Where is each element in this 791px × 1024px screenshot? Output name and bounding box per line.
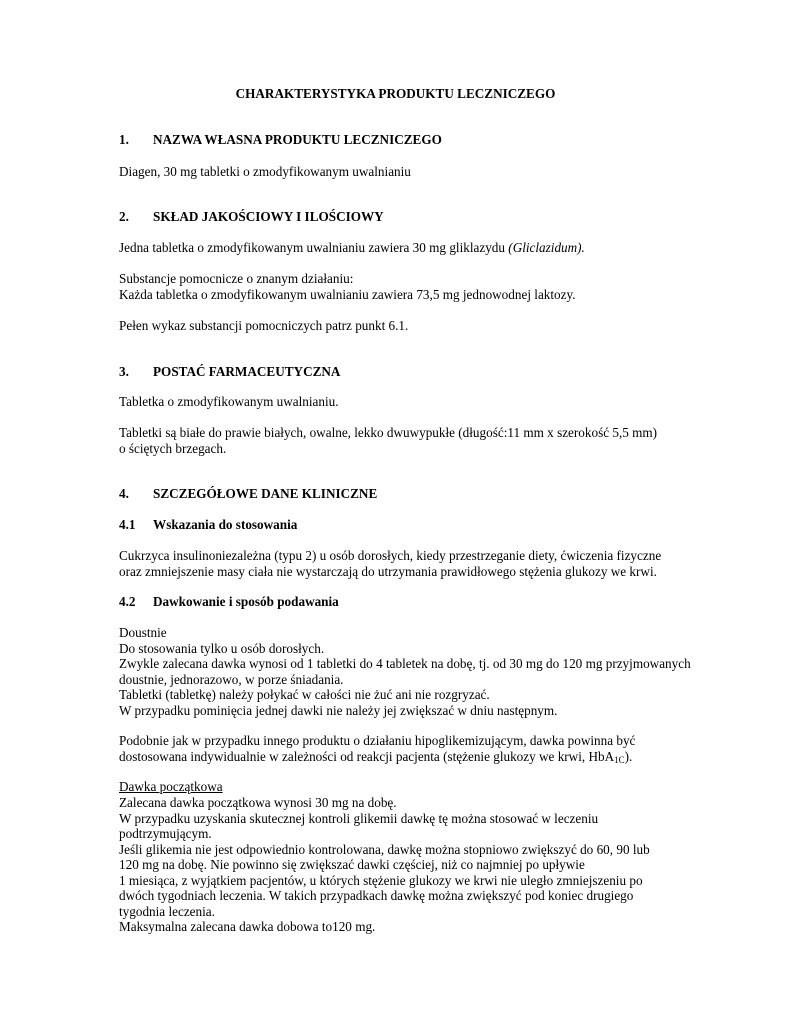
section-1-heading: NAZWA WŁASNA PRODUKTU LECZNICZEGO bbox=[153, 132, 442, 147]
individual-dosing-line-1: Podobnie jak w przypadku innego produktu o działaniu hipoglikemizującym, dawka powinna być bbox=[119, 733, 636, 748]
tablet-description-line-1: Tabletki są białe do prawie białych, owalne, lekko dwuwypukłe (długość:11 mm x szerokość 5,5 mm) bbox=[119, 425, 658, 440]
individual-dosing-line-2 bbox=[119, 749, 632, 765]
initial-dose-line: podtrzymującym. bbox=[119, 826, 212, 841]
section-4-number: 4. bbox=[119, 486, 129, 501]
initial-dose-line: tygodnia leczenia. bbox=[119, 904, 215, 919]
section-4-2-heading: Dawkowanie i sposób podawania bbox=[153, 594, 339, 609]
section-2-heading: SKŁAD JAKOŚCIOWY I ILOŚCIOWY bbox=[153, 209, 384, 224]
initial-dose-line: 120 mg na dobę. Nie powinno się zwiększać dawki częściej, niż co najmniej po upływie bbox=[119, 857, 585, 872]
section-4-1-number: 4.1 bbox=[119, 517, 136, 532]
document-title: CHARAKTERYSTYKA PRODUKTU LECZNICZEGO bbox=[235, 86, 556, 101]
dosage-form: Tabletka o zmodyfikowanym uwalnianiu. bbox=[119, 394, 339, 409]
excipients-heading: Substancje pomocnicze o znanym działaniu: bbox=[119, 271, 354, 286]
initial-dose-line: W przypadku uzyskania skutecznej kontroli glikemii dawkę tę można stosować w leczeniu bbox=[119, 811, 599, 826]
excipients-text: Każda tabletka o zmodyfikowanym uwalnianiu zawiera 73,5 mg jednowodnej laktozy. bbox=[119, 287, 576, 302]
initial-dose-line: 1 miesiąca, z wyjątkiem pacjentów, u których stężenie glukozy we krwi nie uległo zmniejszeniu po bbox=[119, 873, 643, 888]
dosage-line: Tabletki (tabletkę) należy połykać w całości nie żuć ani nie rozgryzać. bbox=[119, 687, 490, 702]
section-1-number: 1. bbox=[119, 132, 129, 147]
section-2-number: 2. bbox=[119, 209, 129, 224]
composition-main: Jedna tabletka o zmodyfikowanym uwalnianiu zawiera 30 mg gliklazydu bbox=[119, 240, 509, 255]
hba1c-subscript: 1C bbox=[614, 755, 625, 765]
indications-line-2: oraz zmniejszenie masy ciała nie wystarczają do utrzymania prawidłowego stężenia glukozy we krwi. bbox=[119, 564, 657, 579]
dosage-line: Do stosowania tylko u osób dorosłych. bbox=[119, 641, 325, 656]
section-4-heading: SZCZEGÓŁOWE DANE KLINICZNE bbox=[153, 486, 378, 501]
individual-dosing-main: dostosowana indywidualnie w zależności od reakcji pacjenta (stężenie glukozy we krwi, HbA bbox=[119, 749, 615, 764]
tablet-description-line-2: o ściętych brzegach. bbox=[119, 441, 227, 456]
initial-dose-line: Jeśli glikemia nie jest odpowiednio kontrolowana, dawkę można stopniowo zwiększyć do 60, 90 lub bbox=[119, 842, 650, 857]
section-4-1-heading: Wskazania do stosowania bbox=[153, 517, 298, 532]
individual-dosing-end: ). bbox=[624, 749, 633, 764]
initial-dose-line: dwóch tygodniach leczenia. W takich przypadkach dawkę można zwiększyć pod koniec drugiego bbox=[119, 888, 634, 903]
product-name: Diagen, 30 mg tabletki o zmodyfikowanym uwalnianiu bbox=[119, 164, 411, 179]
dosage-line: doustnie, jednorazowo, w porze śniadania. bbox=[119, 672, 344, 687]
dosage-line: Zwykle zalecana dawka wynosi od 1 tabletki do 4 tabletek na dobę, tj. od 30 mg do 120 mg przyjmowanych bbox=[119, 656, 691, 671]
initial-dose-heading: Dawka początkowa bbox=[119, 779, 223, 794]
dosage-line: W przypadku pominięcia jednej dawki nie należy jej zwiększać w dniu następnym. bbox=[119, 703, 558, 718]
section-4-2-number: 4.2 bbox=[119, 594, 136, 609]
indications-line-1: Cukrzyca insulinoniezależna (typu 2) u osób dorosłych, kiedy przestrzeganie diety, ćwiczenia fizyczne bbox=[119, 548, 662, 563]
initial-dose-line: Zalecana dawka początkowa wynosi 30 mg na dobę. bbox=[119, 795, 397, 810]
composition-text bbox=[119, 240, 585, 256]
excipients-reference: Pełen wykaz substancji pomocniczych patrz punkt 6.1. bbox=[119, 318, 409, 333]
section-3-heading: POSTAĆ FARMACEUTYCZNA bbox=[153, 364, 341, 379]
dosage-line: Doustnie bbox=[119, 625, 167, 640]
initial-dose-line: Maksymalna zalecana dawka dobowa to120 mg. bbox=[119, 919, 376, 934]
section-3-number: 3. bbox=[119, 364, 129, 379]
composition-latin-name: (Gliclazidum). bbox=[508, 240, 585, 255]
